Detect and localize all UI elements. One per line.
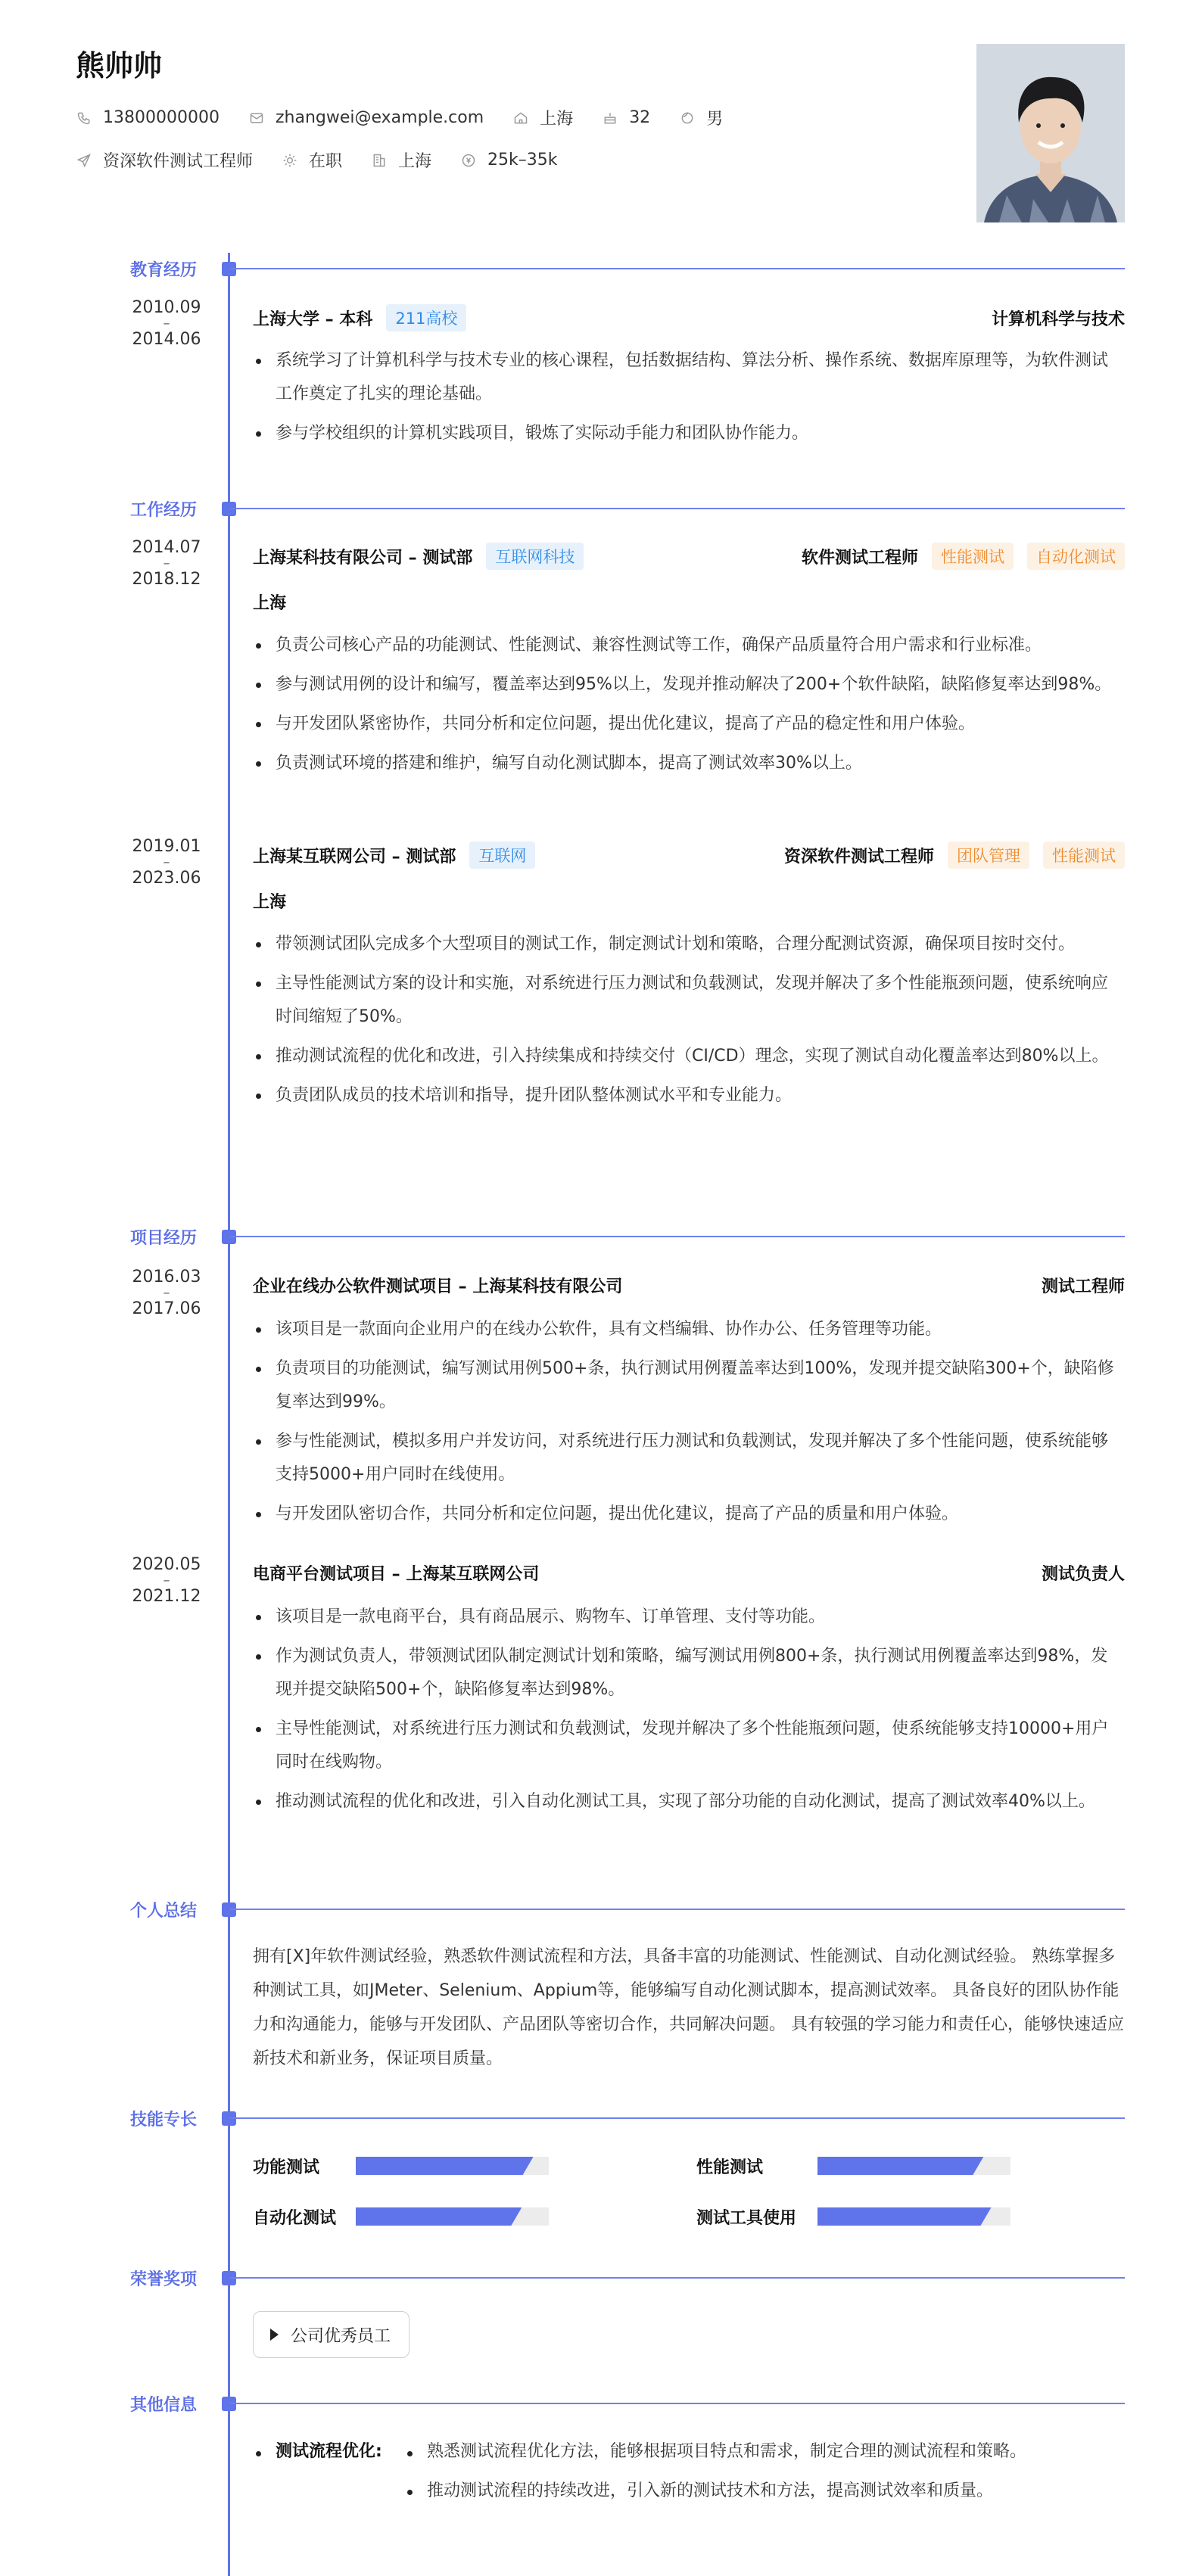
project-header: [253, 1561, 1125, 1585]
skill-tag: 团队管理: [948, 842, 1029, 869]
building-icon: [371, 152, 388, 169]
education-bullets: [253, 344, 1123, 456]
section-title-work: 工作经历: [129, 501, 197, 520]
section-title-other: 其他信息: [129, 2396, 197, 2415]
target-city-text: 上海: [398, 152, 432, 171]
award-label: 公司优秀员工: [291, 2326, 391, 2346]
list-item: 主导性能测试，对系统进行压力测试和负载测试，发现并解决了多个性能瓶颈问题，使系统能够支持10000+用户同时在线购物。: [253, 1713, 1123, 1779]
list-item: 参与性能测试，模拟多用户并发访问，对系统进行压力测试和负载测试，发现并解决了多个性能问题，使系统能够支持5000+用户同时在线使用。: [253, 1425, 1123, 1492]
mail-icon: [248, 110, 265, 126]
section-title-summary: 个人总结: [129, 1902, 197, 1921]
company-name: 上海某科技有限公司 – 测试部: [253, 548, 473, 568]
section-divider: [230, 508, 1125, 509]
age-info: [602, 108, 650, 127]
date-range: 2016.03 – 2017.06: [132, 1268, 201, 1318]
job-role: 资深软件测试工程师: [783, 847, 934, 866]
project-bullets: [253, 1313, 1123, 1537]
gender-icon: [679, 110, 696, 126]
skill-bar: [356, 2157, 549, 2175]
section-divider: [230, 268, 1125, 269]
other-info-line: 熟悉测试流程优化方法，能够根据项目特点和需求，制定合理的测试流程和策略。: [427, 2442, 1027, 2461]
section-title-skills: 技能专长: [129, 2111, 197, 2130]
section-divider: [230, 2277, 1125, 2279]
contact-row: [76, 106, 752, 129]
skill-name: 性能测试: [696, 2158, 764, 2177]
send-icon: [76, 152, 92, 169]
work-header: [253, 543, 1125, 570]
work-bullets: [253, 928, 1123, 1118]
list-item: 负责项目的功能测试，编写测试用例500+条，执行测试用例覆盖率达到100%，发现并提交缺陷300+个，缺陷修复率达到99%。: [253, 1352, 1123, 1419]
list-item: 负责公司核心产品的功能测试、性能测试、兼容性测试等工作，确保产品质量符合用户需求和行业标准。: [253, 629, 1123, 662]
skill-name: 测试工具使用: [696, 2209, 797, 2228]
status-info: [282, 148, 342, 172]
skill-bar: [817, 2157, 1010, 2175]
phone-icon: [76, 110, 92, 126]
list-item: 负责测试环境的搭建和维护，编写自动化测试脚本，提高了测试效率30%以上。: [253, 747, 1123, 780]
home-icon: [512, 110, 529, 126]
candidate-name: 熊帅帅: [76, 49, 163, 82]
project-role: 测试负责人: [1041, 1565, 1125, 1584]
skill-bar-fill: [817, 2157, 983, 2175]
list-item: 该项目是一款面向企业用户的在线办公软件，具有文档编辑、协作办公、任务管理等功能。: [253, 1313, 1123, 1346]
award-item[interactable]: [253, 2311, 409, 2358]
play-icon: [270, 2329, 279, 2341]
section-divider: [230, 2403, 1125, 2404]
age-text: 32: [629, 108, 651, 127]
date-range: 2014.07 – 2018.12: [132, 538, 201, 589]
industry-tag: 互联网科技: [486, 543, 584, 570]
skill-tag: 性能测试: [932, 543, 1014, 570]
salary-text: 25k–35k: [487, 151, 558, 170]
status-icon: [282, 152, 298, 169]
list-item: 带领测试团队完成多个大型项目的测试工作，制定测试计划和策略，合理分配测试资源，确保项目按时交付。: [253, 928, 1123, 961]
gender-info: [679, 106, 723, 129]
work-city: 上海: [253, 893, 287, 912]
gender-text: 男: [706, 110, 724, 129]
project-header: [253, 1274, 1125, 1297]
date-range: 2010.09 – 2014.06: [132, 298, 201, 349]
bullet-dot: [407, 2490, 413, 2495]
list-item: 推动测试流程的优化和改进，引入持续集成和持续交付（CI/CD）理念，实现了测试自动化覆盖率达到80%以上。: [253, 1040, 1123, 1073]
project-bullets: [253, 1601, 1123, 1825]
list-item: 与开发团队紧密协作，共同分析和定位问题，提出优化建议，提高了产品的稳定性和用户体验。: [253, 708, 1123, 741]
list-item: 作为测试负责人，带领测试团队制定测试计划和策略，编写测试用例800+条，执行测试用例覆盖率达到98%，发现并提交缺陷500+个，缺陷修复率达到98%。: [253, 1640, 1123, 1706]
section-title-projects: 项目经历: [129, 1229, 197, 1248]
date-range: 2019.01 – 2023.06: [132, 837, 201, 888]
list-item: 参与测试用例的设计和编写，覆盖率达到95%以上，发现并推动解决了200+个软件缺陷，缺陷修复率达到98%。: [253, 668, 1123, 702]
list-item: 推动测试流程的优化和改进，引入自动化测试工具，实现了部分功能的自动化测试，提高了测试效率40%以上。: [253, 1785, 1123, 1818]
work-city: 上海: [253, 594, 287, 613]
work-header: [253, 842, 1125, 869]
education-header: [253, 304, 1125, 331]
list-item: 系统学习了计算机科学与技术专业的核心课程，包括数据结构、算法分析、操作系统、数据库原理等，为软件测试工作奠定了扎实的理论基础。: [253, 344, 1123, 411]
work-bullets: [253, 629, 1123, 786]
location-info: [512, 106, 573, 129]
target-job-text: 资深软件测试工程师: [103, 152, 254, 171]
salary-info: [460, 151, 557, 170]
project-name: 企业在线办公软件测试项目 – 上海某科技有限公司: [253, 1277, 623, 1296]
summary-text: 拥有[X]年软件测试经验，熟悉软件测试流程和方法，具备丰富的功能测试、性能测试、自动化测试经验。 熟练掌握多种测试工具，如JMeter、Selenium、Appium等，能够编写自动化测试脚本，提高测试效率。 具备良好的团队协作能力和沟通能力，能够与开发团队、产品团队等密切合作，共同解决问题。 具有较强的学习能力和责任心，能够快速适应新技术和新业务，保证项目质量。: [253, 1947, 1124, 2068]
industry-tag: 互联网: [469, 842, 535, 869]
section-divider: [230, 1236, 1125, 1237]
school-tag: 211高校: [386, 304, 466, 331]
phone-info: [76, 108, 220, 127]
job-role: 软件测试工程师: [801, 548, 918, 568]
skill-name: 自动化测试: [253, 2209, 337, 2228]
date-range: 2020.05 – 2021.12: [132, 1555, 201, 1606]
skill-bar-fill: [356, 2207, 522, 2226]
status-text: 在职: [309, 152, 343, 171]
other-info-label: 测试流程优化:: [276, 2442, 382, 2461]
project-name: 电商平台测试项目 – 上海某互联网公司: [253, 1565, 540, 1584]
skill-bar: [356, 2207, 549, 2226]
bullet-dot: [256, 2451, 261, 2456]
email-text[interactable]: zhangwei@example.com: [275, 108, 484, 127]
skill-bar-fill: [817, 2207, 992, 2226]
other-info-line: 推动测试流程的持续改进，引入新的测试技术和方法，提高测试效率和质量。: [427, 2481, 994, 2500]
phone-text[interactable]: 13800000000: [103, 108, 220, 127]
bullet-dot: [407, 2451, 413, 2456]
section-title-honors: 荣誉奖项: [129, 2270, 197, 2289]
skill-bar-fill: [356, 2157, 534, 2175]
timeline-axis: [228, 253, 230, 2576]
location-text: 上海: [540, 110, 574, 129]
major: 计算机科学与技术: [991, 310, 1125, 329]
money-icon: [460, 152, 477, 169]
profile-photo: [976, 44, 1125, 222]
job-intent-row: [76, 148, 587, 172]
company-name: 上海某互联网公司 – 测试部: [253, 847, 456, 866]
list-item: 参与学校组织的计算机实践项目，锻炼了实际动手能力和团队协作能力。: [253, 417, 1123, 450]
list-item: 该项目是一款电商平台，具有商品展示、购物车、订单管理、支付等功能。: [253, 1601, 1123, 1634]
list-item: 主导性能测试方案的设计和实施，对系统进行压力测试和负载测试，发现并解决了多个性能瓶颈问题，使系统响应时间缩短了50%。: [253, 967, 1123, 1034]
project-role: 测试工程师: [1041, 1277, 1125, 1296]
skill-bar: [817, 2207, 1010, 2226]
section-title-education: 教育经历: [129, 261, 197, 280]
list-item: 负责团队成员的技术培训和指导，提升团队整体测试水平和专业能力。: [253, 1079, 1123, 1112]
email-info: [248, 108, 484, 127]
skill-tag: 性能测试: [1043, 842, 1125, 869]
section-divider: [230, 2117, 1125, 2119]
list-item: 与开发团队密切合作，共同分析和定位问题，提出优化建议，提高了产品的质量和用户体验。: [253, 1498, 1123, 1531]
target-job-info: [76, 148, 253, 172]
target-city-info: [371, 148, 431, 172]
school-name: 上海大学 – 本科: [253, 310, 373, 329]
cake-icon: [602, 110, 618, 126]
skill-tag: 自动化测试: [1027, 543, 1125, 570]
section-divider: [230, 1909, 1125, 1910]
skill-name: 功能测试: [253, 2158, 320, 2177]
